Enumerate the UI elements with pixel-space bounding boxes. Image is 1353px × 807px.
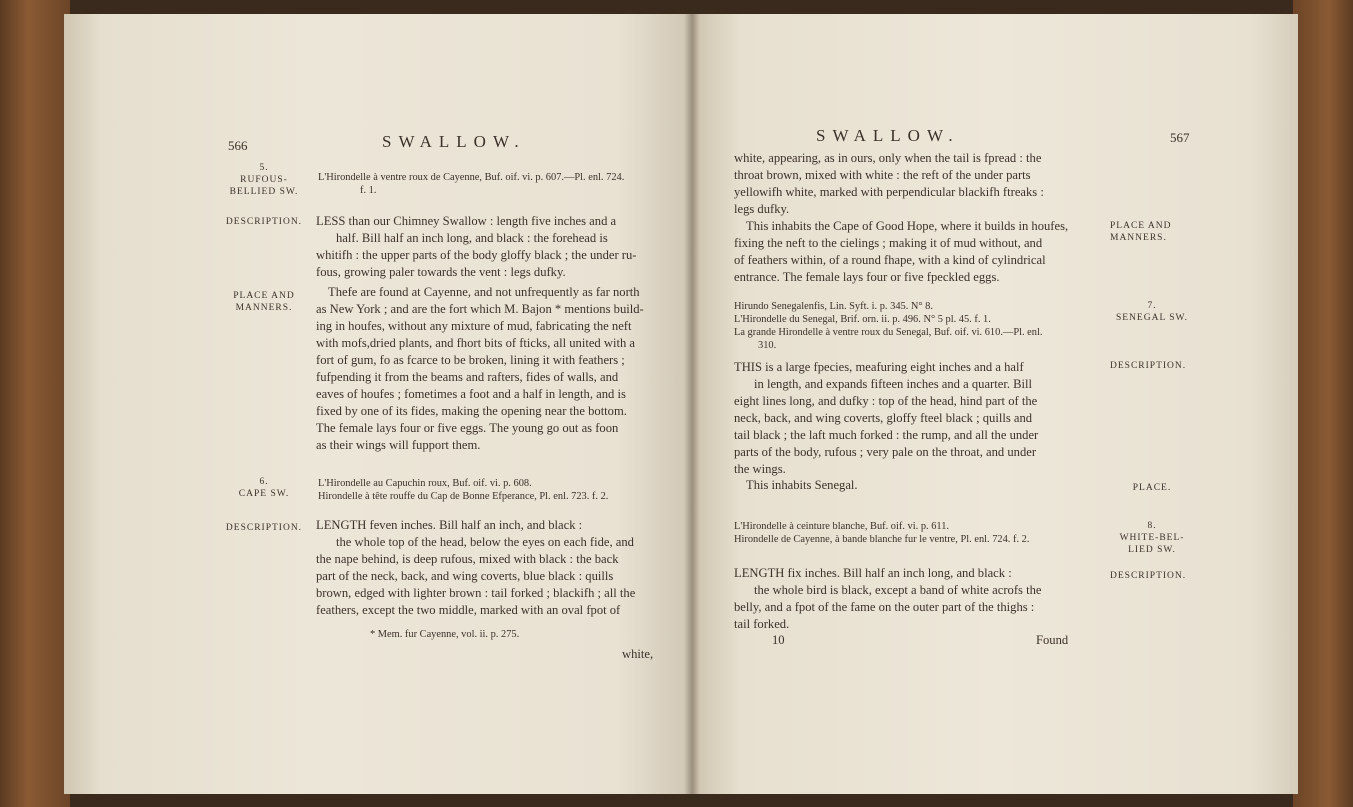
synonym-line: L'Hirondelle à ventre roux de Cayenne, Buf. oif. vi. p. 607.—Pl. enl. 724. xyxy=(318,172,625,183)
body-line: yellowifh white, marked with perpendicular blackifh ftreaks : xyxy=(734,185,1044,199)
body-line: the whole bird is black, except a band of white acrofs the xyxy=(754,583,1042,597)
body-line: feathers, except the two middle, marked with an oval fpot of xyxy=(316,603,621,617)
species-name: BELLIED SW. xyxy=(229,187,299,197)
body-line: of feathers within, of a round fhape, with a kind of cylindrical xyxy=(734,253,1046,267)
synonym-line: f. 1. xyxy=(360,185,377,196)
margin-label-description: DESCRIPTION. xyxy=(225,217,303,227)
body-line: in length, and expands fifteen inches and a quarter. Bill xyxy=(754,377,1033,391)
body-line: LESS than our Chimney Swallow : length five inches and a xyxy=(316,214,617,228)
body-line: tail black ; the laft much forked : the rump, and all the under xyxy=(734,428,1039,442)
synonym-line: L'Hirondelle au Capuchin roux, Buf. oif. vi. p. 608. xyxy=(318,478,532,489)
signature-mark: 10 xyxy=(772,633,785,647)
body-line: half. Bill half an inch long, and black : the forehead is xyxy=(336,231,608,245)
species-name: RUFOUS- xyxy=(240,175,288,185)
book-gutter xyxy=(684,14,700,794)
right-page xyxy=(692,14,1298,794)
synonym-line: La grande Hirondelle à ventre roux du Senegal, Buf. oif. vi. 610.—Pl. enl. xyxy=(734,327,1043,338)
margin-label-place: MANNERS. xyxy=(235,303,293,313)
body-line: eaves of houfes ; fometimes a foot and a half in length, and is xyxy=(316,387,626,401)
body-line: the nape behind, is deep rufous, mixed with black : the back xyxy=(316,552,619,566)
synonym-line: Hirundo Senegalenfis, Lin. Syft. i. p. 345. N° 8. xyxy=(734,301,933,312)
running-header: SWALLOW. xyxy=(816,126,960,145)
synonym-line: L'Hirondelle du Senegal, Brif. orn. ii. p. 496. N° 5 pl. 45. f. 1. xyxy=(734,314,991,325)
body-line: the whole top of the head, below the eyes on each fide, and xyxy=(336,535,634,549)
species-name: CAPE SW. xyxy=(238,489,290,499)
body-line: throat brown, mixed with white : the reft of the under parts xyxy=(734,168,1031,182)
body-line: LENGTH feven inches. Bill half an inch, and black : xyxy=(316,518,583,532)
synonym-line: Hirondelle à tête rouffe du Cap de Bonne Efperance, Pl. enl. 723. f. 2. xyxy=(318,491,609,502)
running-header: SWALLOW. xyxy=(382,132,526,151)
body-line: entrance. The female lays four or five fpeckled eggs. xyxy=(734,270,1000,284)
left-page xyxy=(64,14,692,794)
margin-label-place: PLACE AND xyxy=(233,291,295,301)
body-line: brown, edged with lighter brown : tail forked ; blackifh ; all the xyxy=(316,586,636,600)
body-line: ing in houfes, without any mixture of mud, fabricating the neft xyxy=(316,319,632,333)
catchword: Found xyxy=(1036,633,1069,647)
page-number: 567 xyxy=(1170,130,1190,145)
body-line: legs dufky. xyxy=(734,202,790,216)
species-name: LIED SW. xyxy=(1128,545,1176,555)
body-line: The female lays four or five eggs. The young go out as foon xyxy=(316,421,619,435)
body-line: Thefe are found at Cayenne, and not unfrequently as far north xyxy=(328,285,640,299)
species-number: 6. xyxy=(259,477,269,487)
body-line: This inhabits the Cape of Good Hope, where it builds in houfes, xyxy=(746,219,1069,233)
species-number: 8. xyxy=(1147,521,1157,531)
footnote: * Mem. fur Cayenne, vol. ii. p. 275. xyxy=(370,629,520,640)
synonym-line: L'Hirondelle à ceinture blanche, Buf. oif. vi. p. 611. xyxy=(734,521,950,532)
body-line: fixing the neft to the cielings ; making it of mud without, and xyxy=(734,236,1043,250)
margin-label-description: DESCRIPTION. xyxy=(1110,361,1187,371)
body-line: THIS is a large fpecies, meafuring eight inches and a half xyxy=(734,360,1024,374)
body-line: fixed by one of its fides, making the opening near the bottom. xyxy=(316,404,627,418)
species-number: 5. xyxy=(259,163,269,173)
book-cover-left xyxy=(0,0,70,807)
species-name: SENEGAL SW. xyxy=(1115,313,1189,323)
body-line: fous, growing paler towards the vent : legs dufky. xyxy=(316,265,566,279)
body-line: belly, and a fpot of the fame on the outer part of the thighs : xyxy=(734,600,1035,614)
body-line: as their wings will fupport them. xyxy=(316,438,481,452)
catchword: white, xyxy=(622,647,654,661)
body-line: This inhabits Senegal. xyxy=(746,478,858,492)
synonym-line: 310. xyxy=(758,340,777,351)
margin-label-description: DESCRIPTION. xyxy=(225,523,303,533)
margin-label-place: PLACE. xyxy=(1132,483,1172,493)
body-line: LENGTH fix inches. Bill half an inch long, and black : xyxy=(734,566,1012,580)
margin-label-place: PLACE AND xyxy=(1110,221,1172,231)
margin-label-place: MANNERS. xyxy=(1110,233,1167,243)
species-name: WHITE-BEL- xyxy=(1119,533,1185,543)
margin-label-description: DESCRIPTION. xyxy=(1110,571,1187,581)
body-line: as New York ; and are the fort which M. Bajon * mentions build- xyxy=(316,302,644,316)
body-line: eight lines long, and dufky : top of the head, hind part of the xyxy=(734,394,1038,408)
page-number: 566 xyxy=(228,138,248,153)
body-line: parts of the body, rufous ; very pale on the throat, and under xyxy=(734,445,1037,459)
body-line: part of the neck, back, and wing coverts, blue black : quills xyxy=(316,569,614,583)
body-line: tail forked. xyxy=(734,617,790,631)
body-line: the wings. xyxy=(734,462,786,476)
book-cover-right xyxy=(1293,0,1353,807)
body-line: with mofs,dried plants, and fhort bits of fticks, all united with a xyxy=(316,336,635,350)
body-line: white, appearing, as in ours, only when the tail is fpread : the xyxy=(734,151,1042,165)
body-line: fufpending it from the beams and rafters, fides of walls, and xyxy=(316,370,619,384)
body-line: neck, back, and wing coverts, gloffy fteel black ; quills and xyxy=(734,411,1033,425)
body-line: fort of gum, fo as fcarce to be broken, lining it with feathers ; xyxy=(316,353,625,367)
species-number: 7. xyxy=(1147,301,1157,311)
synonym-line: Hirondelle de Cayenne, à bande blanche fur le ventre, Pl. enl. 724. f. 2. xyxy=(734,534,1030,545)
body-line: whitifh : the upper parts of the body gloffy black ; the under ru- xyxy=(316,248,637,262)
